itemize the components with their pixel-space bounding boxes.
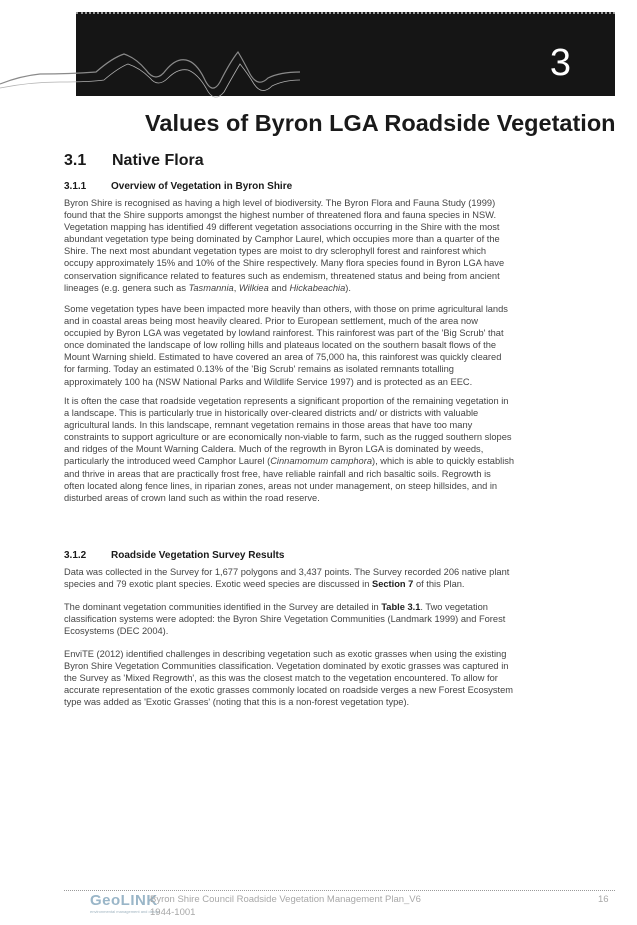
- geolink-logo: [90, 892, 161, 914]
- paragraph-survey-data: [64, 566, 615, 590]
- section-heading: [64, 152, 204, 170]
- wave-logo-graphic: [0, 48, 300, 118]
- subsection-heading-1: [64, 181, 292, 192]
- text-line: and in coastal areas being most heavily cleared. Prior to European settlement, much of the area now: [64, 316, 478, 327]
- chapter-number: 3: [549, 42, 571, 84]
- text-line: agricultural lands. In this landscape, remnant vegetation remains in those areas that have too many: [64, 420, 473, 431]
- subsection-number: 3.1.1: [64, 181, 87, 192]
- footer-reference-number: 1944-1001: [150, 907, 196, 918]
- text-line: Shire. The next most abundant vegetation types are moist to dry sclerophyll forest and rainforest which: [64, 246, 487, 257]
- genus-name: Tasmannia: [188, 282, 234, 293]
- text-line: Ecosystems (DEC 2004).: [64, 626, 169, 637]
- logo-tagline: environmental management and design: [90, 909, 161, 914]
- section-reference-link[interactable]: Section 7: [372, 579, 414, 590]
- text-line: Byron Shire is recognised as having a high level of biodiversity. The Byron Flora and Fauna Study (1999): [64, 198, 496, 208]
- subsection-heading-2: [64, 550, 284, 561]
- text-line: abundant vegetation type being dominated by Camphor Laurel, which occupies more than a quarter of the: [64, 234, 500, 245]
- paragraph-big-scrub: [64, 303, 615, 388]
- text-line: found that the Shire supports amongst the highest number of threatened flora and fauna species in NSW.: [64, 210, 497, 221]
- section-title: Native Flora: [112, 152, 204, 169]
- text-line: occupied by Byron LGA was vegetated by lowland rainforest. This rainforest was part of the 'Big Scrub' that: [64, 328, 504, 339]
- text-line: The dominant vegetation communities identified in the Survey are detailed in Table 3.1. Two vegetation: [64, 602, 488, 612]
- paragraph-roadside-significance: [64, 395, 615, 504]
- text-line: Data was collected in the Survey for 1,677 polygons and 3,437 points. The Survey recorded 206 native plant: [64, 567, 510, 577]
- text-line: lineages (e.g. genera such as Tasmannia, Wilkiea and Hickabeachia).: [64, 282, 351, 293]
- text-line: Vegetation mapping has identified 49 different vegetation associations occurring in the Shire with the most: [64, 222, 500, 233]
- text-line: Mount Warning shield. Estimated to have covered an area of 75,000 ha, this rainforest was quickly cleared: [64, 352, 502, 363]
- footer-document-title: Byron Shire Council Roadside Vegetation Management Plan_V6: [150, 894, 421, 905]
- page-title: Values of Byron LGA Roadside Vegetation: [145, 110, 616, 136]
- text-line: species and 79 exotic plant species. Exotic weed species are discussed in Section 7 of this Plan.: [64, 579, 465, 590]
- text-line: and ridges of the Mount Warning Caldera. Much of the regrowth in Byron LGA is dominated by weeds,: [64, 444, 484, 455]
- text-line: It is often the case that roadside vegetation represents a significant proportion of the remaining vegetation in: [64, 396, 509, 406]
- text-line: conservation significance related to features such as endemism, threatened status and being from ancient: [64, 270, 500, 281]
- footer-divider: [64, 890, 615, 891]
- text-line: often located along fence lines, in riparian zones, areas not under management, on steep hillsides, and in: [64, 480, 498, 491]
- paragraph-classification: [64, 601, 615, 637]
- species-name: Cinnamomum camphora: [270, 456, 372, 467]
- text-line: once dominated the landscape of low rolling hills and plateaus located on the southern basalt flows of the: [64, 340, 497, 351]
- text-line: occupy approximately 15% and 10% of the Shire respectively. Many flora species found in Byron LGA have: [64, 258, 505, 269]
- text-line: type was added as 'Exotic Grasses' (noting that this is a non-forest vegetation type).: [64, 697, 410, 708]
- section-number: 3.1: [64, 152, 87, 169]
- text-line: the Survey as 'Mixed Regrowth', as this was the closest match to the vegetation encountered. To allow for: [64, 673, 498, 684]
- text-line: for farming. Today an estimated 0.13% of the 'Big Scrub' remains as isolated remnants totalling: [64, 364, 454, 375]
- footer-page-number: 16: [598, 894, 609, 905]
- logo-wordmark: GeoLINK: [90, 892, 158, 909]
- text-line: accurate representation of the exotic grasses commonly located on roadside verges a new Forest Ecosystem: [64, 685, 514, 696]
- subsection-number: 3.1.2: [64, 550, 87, 561]
- text-line: classification systems were adopted: the Byron Shire Vegetation Communities (Landmark 1999) and Forest: [64, 614, 506, 625]
- paragraph-biodiversity: [64, 197, 615, 294]
- text-line: Byron Shire Vegetation Communities classification. Vegetation dominated by exotic grasses was captured in: [64, 661, 509, 672]
- genus-name: Hickabeachia: [289, 282, 346, 293]
- text-line: Some vegetation types have been impacted more heavily than others, with those on prime agricultural lands: [64, 304, 508, 314]
- text-line: particularly the introduced weed Camphor Laurel (Cinnamomum camphora), which is able to quickly establish: [64, 456, 515, 467]
- subsection-title: Roadside Vegetation Survey Results: [111, 550, 285, 561]
- text-line: EnviTE (2012) identified challenges in describing vegetation such as exotic grasses when using the existing: [64, 649, 507, 659]
- subsection-title: Overview of Vegetation in Byron Shire: [111, 181, 293, 192]
- paragraph-exotic-grasses: [64, 648, 615, 708]
- text-line: approximately 100 ha (NSW National Parks and Wildlife Service 1997) and is protected as an EEC.: [64, 376, 473, 387]
- text-line: disturbed areas of crown land such as within the road reserve.: [64, 492, 320, 503]
- text-line: constraints to support agriculture or are economically non-viable to farm, such as the rugged southern slopes: [64, 432, 512, 443]
- genus-name: Wilkiea: [238, 282, 269, 293]
- text-line: and thrive in areas that are practically frost free, have reliable rainfall and rich basaltic soils. Regrowth is: [64, 468, 491, 479]
- table-reference-link[interactable]: Table 3.1: [381, 602, 421, 612]
- text-line: a landscape. This is particularly true in historically over-cleared districts and/ or districts with valuable: [64, 408, 479, 419]
